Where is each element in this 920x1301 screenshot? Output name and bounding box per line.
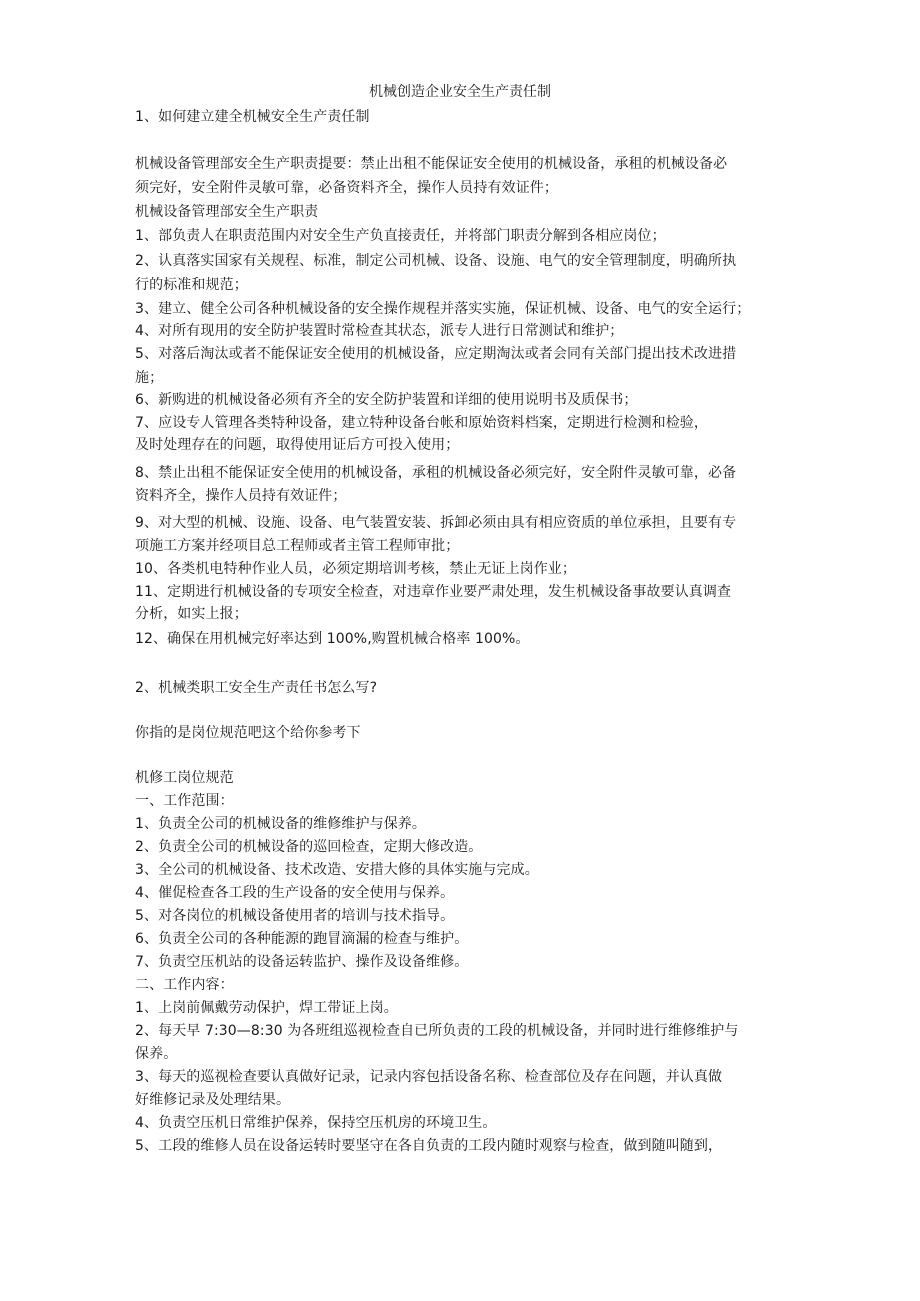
duty-line: 11、定期进行机械设备的专项安全检查，对违章作业要严肃处理，发生机械设备事故要认真调查 <box>135 584 732 600</box>
scope-item: 4、催促检查各工段的生产设备的安全使用与保养。 <box>135 885 455 901</box>
duty-line: 资料齐全，操作人员持有效证件； <box>135 488 347 504</box>
scope-item: 7、负责空压机站的设备运转监护、操作及设备维修。 <box>135 954 469 970</box>
content-heading: 二、工作内容： <box>135 977 234 993</box>
duty-line: 2、认真落实国家有关规程、标准，制定公司机械、设备、设施、电气的安全管理制度，明确所执 <box>135 253 737 269</box>
content-item: 4、负责空压机日常维护保养，保持空压机房的环境卫生。 <box>135 1115 497 1131</box>
section2-heading: 2、机械类职工安全生产责任书怎么写? <box>135 680 378 696</box>
duties-heading: 机械设备管理部安全生产职责 <box>135 204 319 220</box>
content-item: 保养。 <box>135 1046 178 1062</box>
scope-item: 2、负责全公司的机械设备的巡回检查，定期大修改造。 <box>135 839 483 855</box>
duty-line: 6、新购进的机械设备必须有齐全的安全防护装置和详细的使用说明书及质保书； <box>135 392 638 408</box>
duty-line: 施； <box>135 370 164 386</box>
duty-line: 分析，如实上报； <box>135 606 248 622</box>
duty-line: 4、对所有现用的安全防护装置时常检查其状态，派专人进行日常测试和维护； <box>135 323 624 339</box>
duty-line: 及时处理存在的问题，取得使用证后方可投入使用； <box>135 437 460 453</box>
spec-title: 机修工岗位规范 <box>135 770 234 786</box>
content-item: 3、每天的巡视检查要认真做好记录，记录内容包括设备名称、检查部位及存在问题，并认真做 <box>135 1069 723 1085</box>
duty-line: 10、各类机电特种作业人员，必须定期培训考核，禁止无证上岗作业； <box>135 561 577 577</box>
duty-line: 5、对落后淘汰或者不能保证安全使用的机械设备，应定期淘汰或者会同有关部门提出技术改进措 <box>135 346 737 362</box>
scope-item: 1、负责全公司的机械设备的维修维护与保养。 <box>135 816 427 832</box>
duty-line: 12、确保在用机械完好率达到 100%,购置机械合格率 100%。 <box>135 631 530 647</box>
summary-line: 须完好，安全附件灵敏可靠，必备资料齐全，操作人员持有效证件； <box>135 180 558 196</box>
content-item: 1、上岗前佩戴劳动保护，焊工带证上岗。 <box>135 1000 398 1016</box>
duty-line: 1、部负责人在职责范围内对安全生产负直接责任，并将部门职责分解到各相应岗位； <box>135 228 666 244</box>
section1-heading: 1、如何建立建全机械安全生产责任制 <box>135 109 370 125</box>
document-title: 机械创造企业安全生产责任制 <box>369 84 551 100</box>
duty-line: 3、建立、健全公司各种机械设备的安全操作规程并落实实施，保证机械、设备、电气的安全运行； <box>135 301 751 317</box>
scope-item: 3、全公司的机械设备、技术改造、安措大修的具体实施与完成。 <box>135 862 539 878</box>
content-item: 5、工段的维修人员在设备运转时要坚守在各自负责的工段内随时观察与检查，做到随叫随到， <box>135 1138 723 1154</box>
duty-line: 项施工方案并经项目总工程师或者主管工程师审批； <box>135 538 460 554</box>
duty-line: 9、对大型的机械、设施、设备、电气装置安装、拆卸必须由具有相应资质的单位承担，且要有专 <box>135 515 737 531</box>
scope-item: 6、负责全公司的各种能源的跑冒滴漏的检查与维护。 <box>135 931 469 947</box>
scope-heading: 一、工作范围： <box>135 793 234 809</box>
content-item: 2、每天早 7:30—8:30 为各班组巡视检查自已所负责的工段的机械设备，并同时进行维修维护与 <box>135 1023 739 1039</box>
scope-item: 5、对各岗位的机械设备使用者的培训与技术指导。 <box>135 908 455 924</box>
reply-text: 你指的是岗位规范吧这个给你参考下 <box>135 725 361 741</box>
duty-line: 行的标准和规范； <box>135 277 248 293</box>
content-item: 好维修记录及处理结果。 <box>135 1092 291 1108</box>
summary-line: 机械设备管理部安全生产职责提要：禁止出租不能保证安全使用的机械设备，承租的机械设备必 <box>135 156 728 172</box>
duty-line: 8、禁止出租不能保证安全使用的机械设备，承租的机械设备必须完好，安全附件灵敏可靠，必备 <box>135 465 737 481</box>
duty-line: 7、应设专人管理各类特种设备，建立特种设备台帐和原始资料档案，定期进行检测和检验， <box>135 415 709 431</box>
